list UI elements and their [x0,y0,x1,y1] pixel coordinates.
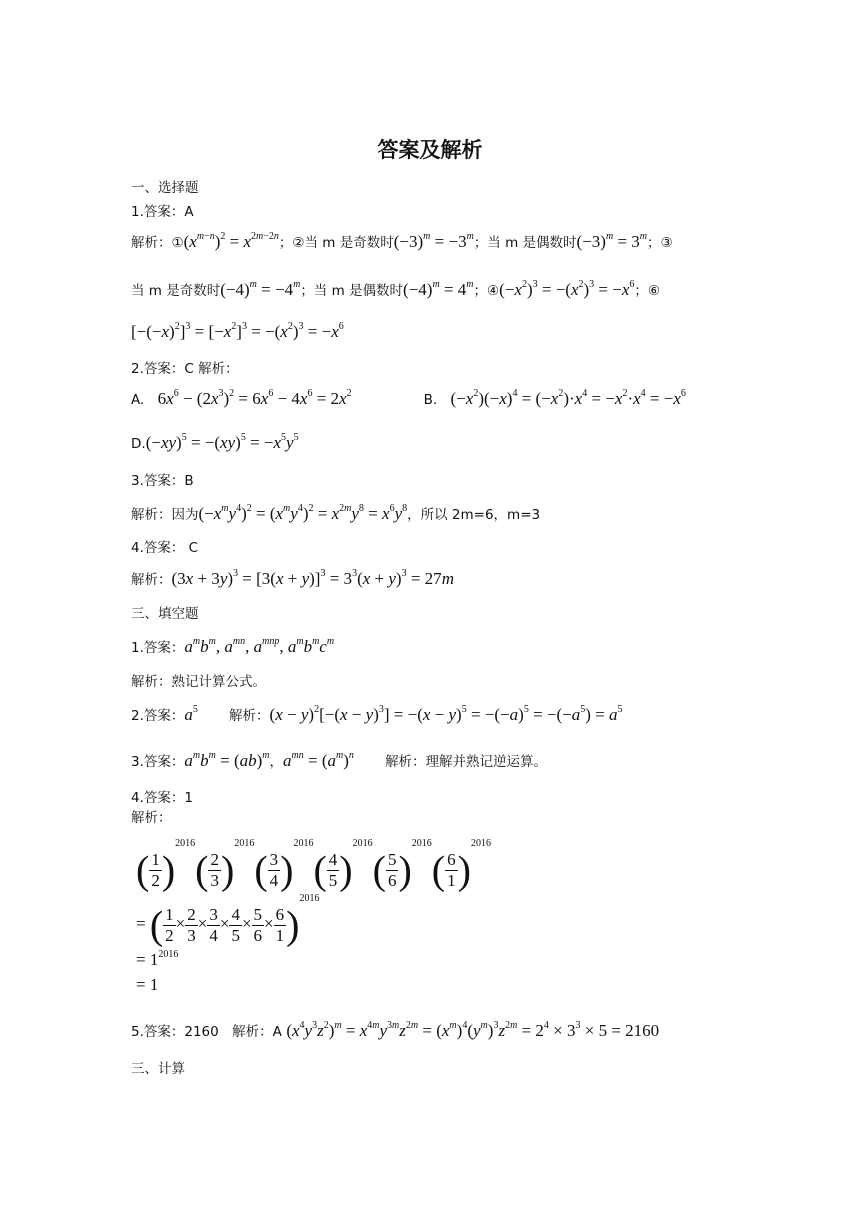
f4-explanation-label: 解析： [131,810,172,826]
section-heading-fill: 三、填空题 [131,606,199,622]
q3-answer: 3.答案：B [131,473,194,489]
f5-answer: 5.答案：2160 解析：A $(x^4y^3z^2)^m = x^{4m}y^{3m}z^{2m} = (x^m)^4(y^m)^3z^{2m} = 2^4 \times 3^3 \times 5 = 2160$ [131,1020,660,1040]
q2-option-d: $D.(-xy)^5 = -(xy)^5 = -x^5y^5$ [131,432,299,452]
section-heading-calc: 三、计算 [131,1061,185,1077]
f2-answer: 2.答案：$a^5$ 解析：$(x - y)^2[-(x - y)^3] = -(x - y)^5 = -(-a)^5 = -(-a^5) = a^5$ [131,704,623,724]
q4-answer: 4.答案： C [131,540,199,556]
f4-fraction-powers: ( $\frac{1}{2}$ )$^{2016}$( $\frac{2}{3}$ )$^{2016}$( $\frac{3}{4}$ )$^{2016}$( $\frac{4}{5}$ )$^{2016}$( $\frac{5}{6}$ )$^{2016}$( $\frac{6}{1}$ )$^{2016}$ [136,838,491,893]
f4-answer: 4.答案：1 [131,790,193,806]
f4-step-one-power: = $1^{2016}$ [136,949,179,969]
f1-note: 解析：熟记计算公式。 [131,674,266,690]
section-heading-choice: 一、选择题 [131,180,199,196]
f4-step-result: = 1 [136,975,159,994]
q1-explanation-line1: 解析：$①(x^{m-n})^2 = x^{2m-2n}$；②当 m 是奇数时$(-3)^m = -3^m$；当 m 是偶数时$(-3)^m = 3^m$；③ [131,231,673,251]
q2-options-ab: A. $6x^6 - (2x^3)^2 = 6x^6 - 4x^6 = 2x^2$ B. $(-x^2)(-x)^4 = (-x^2)\cdot x^4 = -x^2\cdot x^4 = -x^6$ [131,388,686,408]
f3-answer: 3.答案：$a^mb^m = (ab)^m$，$a^{mn} = (a^m)^n$ 解析：理解并熟记逆运算。 [131,750,548,770]
f1-answer: 1.答案：$a^mb^m$, $a^{mn}$, $a^{mnp}$, $a^mb^mc^m$ [131,636,335,656]
q1-explanation-line3: $[-(-x)^2]^3 = [-x^2]^3 = -(x^2)^3 = -x^6$ [131,321,344,341]
q3-explanation: 解析：因为$(-x^my^4)^2 = (x^my^4)^2 = x^{2m}y^8 = x^6y^8$，所以 2m=6，m=3 [131,503,541,523]
q4-explanation: 解析：$(3x + 3y)^3 = [3(x + y)]^3 = 3^3(x + y)^3 = 27m$ [131,568,454,588]
page-title: 答案及解析 [377,138,483,162]
q1-explanation-line2: 当 m 是奇数时$(-4)^m = -4^m$；当 m 是偶数时$(-4)^m = 4^m$；$④(-x^2)^3 = -(x^2)^3 = -x^6$；⑥ [131,279,661,299]
q2-answer: 2.答案：C 解析： [131,361,239,377]
f4-fraction-product: = ( $\frac{1}{2}$ × $\frac{2}{3}$ × $\frac{3}{4}$ × $\frac{4}{5}$ × $\frac{5}{6}$ × $\frac{6}{1}$ )$^{2016}$ [136,893,320,948]
q1-answer: 1.答案：A [131,204,194,220]
